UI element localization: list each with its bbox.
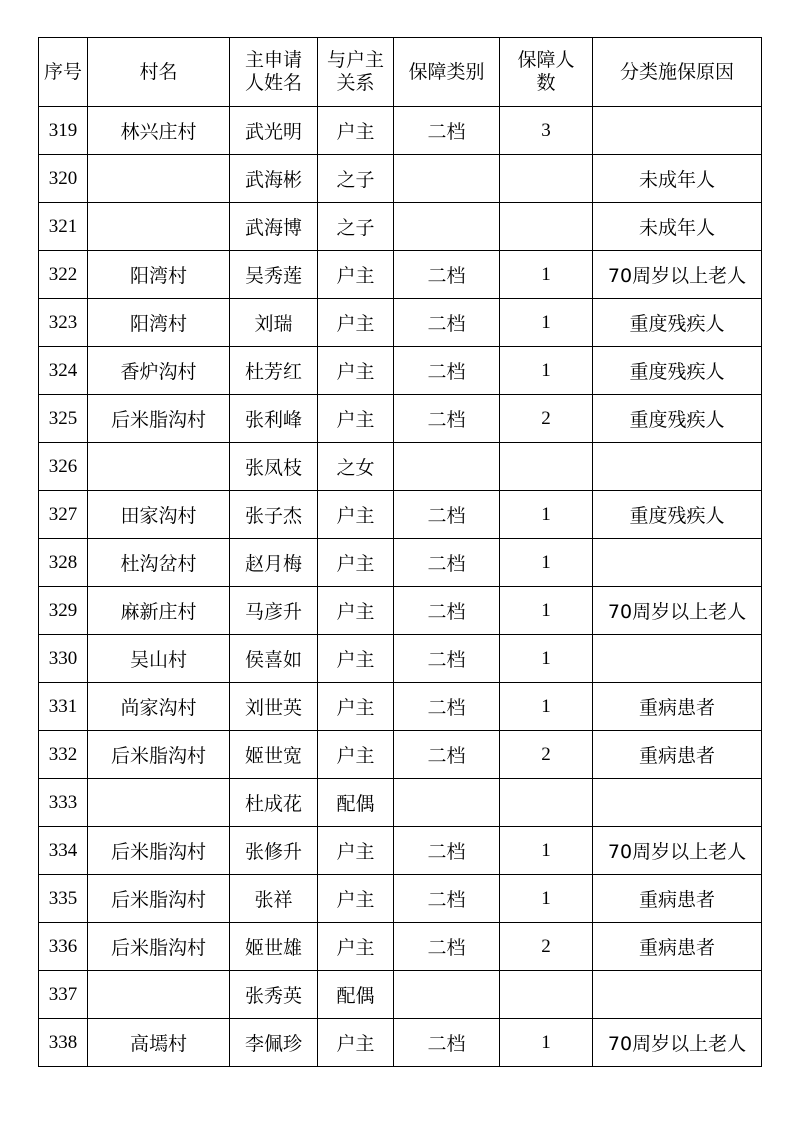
cell-relation: 之子 [318, 155, 394, 203]
cell-applicant: 李佩珍 [230, 1019, 318, 1067]
cell-applicant: 杜成花 [230, 779, 318, 827]
cell-reason: 重病患者 [593, 875, 762, 923]
cell-category: 二档 [394, 827, 500, 875]
table-row [39, 491, 762, 539]
cell-category: 二档 [394, 923, 500, 971]
cell-village: 后米脂沟村 [88, 923, 230, 971]
table-row [39, 683, 762, 731]
cell-reason [593, 971, 762, 1019]
cell-reason: 未成年人 [593, 155, 762, 203]
cell-village: 麻新庄村 [88, 587, 230, 635]
cell-count [500, 971, 593, 1019]
cell-category: 二档 [394, 683, 500, 731]
cell-count: 2 [500, 923, 593, 971]
cell-reason: 重病患者 [593, 731, 762, 779]
cell-applicant: 吴秀莲 [230, 251, 318, 299]
cell-category: 二档 [394, 107, 500, 155]
header-seq: 序号 [39, 38, 88, 107]
header-row [39, 38, 762, 107]
cell-applicant: 赵月梅 [230, 539, 318, 587]
cell-count: 3 [500, 107, 593, 155]
cell-seq: 331 [39, 683, 88, 731]
cell-seq: 334 [39, 827, 88, 875]
cell-applicant: 刘瑞 [230, 299, 318, 347]
cell-count: 1 [500, 299, 593, 347]
cell-applicant: 张子杰 [230, 491, 318, 539]
table-row [39, 587, 762, 635]
cell-reason: 重度残疾人 [593, 347, 762, 395]
cell-seq: 338 [39, 1019, 88, 1067]
cell-village [88, 155, 230, 203]
cell-category [394, 779, 500, 827]
cell-category [394, 155, 500, 203]
cell-relation: 户主 [318, 587, 394, 635]
table-row [39, 299, 762, 347]
cell-seq: 321 [39, 203, 88, 251]
cell-applicant: 张利峰 [230, 395, 318, 443]
cell-reason: 重病患者 [593, 683, 762, 731]
cell-category [394, 203, 500, 251]
table-row [39, 971, 762, 1019]
cell-reason: 重度残疾人 [593, 299, 762, 347]
cell-village: 阳湾村 [88, 299, 230, 347]
cell-applicant: 武海彬 [230, 155, 318, 203]
cell-applicant: 武光明 [230, 107, 318, 155]
cell-count [500, 155, 593, 203]
assistance-roster-table [38, 37, 762, 1067]
cell-reason: 70周岁以上老人 [593, 1019, 762, 1067]
table-row [39, 203, 762, 251]
cell-category: 二档 [394, 635, 500, 683]
cell-count: 1 [500, 1019, 593, 1067]
table-row [39, 539, 762, 587]
cell-count: 1 [500, 827, 593, 875]
cell-count [500, 443, 593, 491]
cell-seq: 320 [39, 155, 88, 203]
cell-relation: 户主 [318, 299, 394, 347]
cell-category: 二档 [394, 491, 500, 539]
cell-applicant: 姬世雄 [230, 923, 318, 971]
cell-seq: 319 [39, 107, 88, 155]
cell-relation: 户主 [318, 539, 394, 587]
cell-relation: 户主 [318, 827, 394, 875]
cell-seq: 336 [39, 923, 88, 971]
cell-count: 2 [500, 731, 593, 779]
cell-reason [593, 443, 762, 491]
table-row [39, 635, 762, 683]
header-count-text: 保障人数 [517, 49, 575, 94]
cell-seq: 332 [39, 731, 88, 779]
cell-seq: 337 [39, 971, 88, 1019]
table-row [39, 875, 762, 923]
cell-village: 田家沟村 [88, 491, 230, 539]
cell-reason [593, 779, 762, 827]
cell-reason [593, 107, 762, 155]
header-applicant [230, 38, 318, 107]
cell-category [394, 971, 500, 1019]
cell-category: 二档 [394, 347, 500, 395]
cell-seq: 327 [39, 491, 88, 539]
cell-applicant: 张修升 [230, 827, 318, 875]
cell-count: 2 [500, 395, 593, 443]
cell-category: 二档 [394, 251, 500, 299]
cell-count [500, 779, 593, 827]
cell-village [88, 203, 230, 251]
cell-applicant: 张凤枝 [230, 443, 318, 491]
cell-seq: 333 [39, 779, 88, 827]
cell-village [88, 779, 230, 827]
header-category: 保障类别 [394, 38, 500, 107]
cell-category: 二档 [394, 539, 500, 587]
cell-category: 二档 [394, 731, 500, 779]
cell-relation: 之女 [318, 443, 394, 491]
cell-village: 吴山村 [88, 635, 230, 683]
cell-relation: 户主 [318, 395, 394, 443]
cell-seq: 326 [39, 443, 88, 491]
cell-applicant: 杜芳红 [230, 347, 318, 395]
cell-relation: 户主 [318, 491, 394, 539]
cell-seq: 328 [39, 539, 88, 587]
cell-seq: 329 [39, 587, 88, 635]
header-applicant-text: 主申请人姓名 [244, 49, 302, 94]
cell-reason [593, 635, 762, 683]
cell-village [88, 443, 230, 491]
cell-village: 杜沟岔村 [88, 539, 230, 587]
cell-seq: 323 [39, 299, 88, 347]
header-relation [318, 38, 394, 107]
cell-reason: 70周岁以上老人 [593, 587, 762, 635]
cell-count: 1 [500, 635, 593, 683]
cell-seq: 322 [39, 251, 88, 299]
header-count [500, 38, 593, 107]
cell-village: 后米脂沟村 [88, 827, 230, 875]
cell-village: 后米脂沟村 [88, 395, 230, 443]
cell-village: 林兴庄村 [88, 107, 230, 155]
cell-category: 二档 [394, 1019, 500, 1067]
roster-body [39, 107, 762, 1067]
cell-count: 1 [500, 587, 593, 635]
table-row [39, 107, 762, 155]
cell-relation: 户主 [318, 635, 394, 683]
cell-relation: 配偶 [318, 971, 394, 1019]
cell-reason: 重病患者 [593, 923, 762, 971]
cell-count: 1 [500, 539, 593, 587]
table-row [39, 155, 762, 203]
cell-count: 1 [500, 491, 593, 539]
cell-seq: 324 [39, 347, 88, 395]
cell-relation: 户主 [318, 875, 394, 923]
table-row [39, 443, 762, 491]
cell-reason: 未成年人 [593, 203, 762, 251]
cell-category: 二档 [394, 299, 500, 347]
cell-category: 二档 [394, 395, 500, 443]
table-row [39, 251, 762, 299]
cell-village: 香炉沟村 [88, 347, 230, 395]
cell-reason: 重度残疾人 [593, 395, 762, 443]
cell-reason [593, 539, 762, 587]
cell-village: 阳湾村 [88, 251, 230, 299]
cell-relation: 之子 [318, 203, 394, 251]
cell-village: 尚家沟村 [88, 683, 230, 731]
table-row [39, 731, 762, 779]
cell-village: 后米脂沟村 [88, 731, 230, 779]
cell-seq: 330 [39, 635, 88, 683]
cell-relation: 户主 [318, 683, 394, 731]
cell-village: 后米脂沟村 [88, 875, 230, 923]
cell-applicant: 侯喜如 [230, 635, 318, 683]
cell-village [88, 971, 230, 1019]
cell-seq: 325 [39, 395, 88, 443]
cell-applicant: 武海博 [230, 203, 318, 251]
cell-count: 1 [500, 683, 593, 731]
header-village: 村名 [88, 38, 230, 107]
cell-category: 二档 [394, 587, 500, 635]
cell-relation: 户主 [318, 251, 394, 299]
cell-applicant: 马彦升 [230, 587, 318, 635]
cell-category: 二档 [394, 875, 500, 923]
cell-count: 1 [500, 251, 593, 299]
cell-relation: 户主 [318, 107, 394, 155]
table-row [39, 827, 762, 875]
cell-seq: 335 [39, 875, 88, 923]
cell-reason: 重度残疾人 [593, 491, 762, 539]
cell-count: 1 [500, 347, 593, 395]
cell-count [500, 203, 593, 251]
cell-applicant: 刘世英 [230, 683, 318, 731]
cell-relation: 户主 [318, 1019, 394, 1067]
cell-reason: 70周岁以上老人 [593, 251, 762, 299]
table-row [39, 1019, 762, 1067]
table-row [39, 779, 762, 827]
cell-relation: 户主 [318, 923, 394, 971]
cell-applicant: 张祥 [230, 875, 318, 923]
table-row [39, 923, 762, 971]
header-relation-text: 与户主关系 [326, 49, 384, 94]
table-row [39, 395, 762, 443]
header-reason: 分类施保原因 [593, 38, 762, 107]
cell-village: 高墕村 [88, 1019, 230, 1067]
cell-applicant: 姬世宽 [230, 731, 318, 779]
cell-category [394, 443, 500, 491]
cell-relation: 户主 [318, 731, 394, 779]
cell-relation: 配偶 [318, 779, 394, 827]
cell-reason: 70周岁以上老人 [593, 827, 762, 875]
cell-applicant: 张秀英 [230, 971, 318, 1019]
table-row [39, 347, 762, 395]
cell-relation: 户主 [318, 347, 394, 395]
cell-count: 1 [500, 875, 593, 923]
